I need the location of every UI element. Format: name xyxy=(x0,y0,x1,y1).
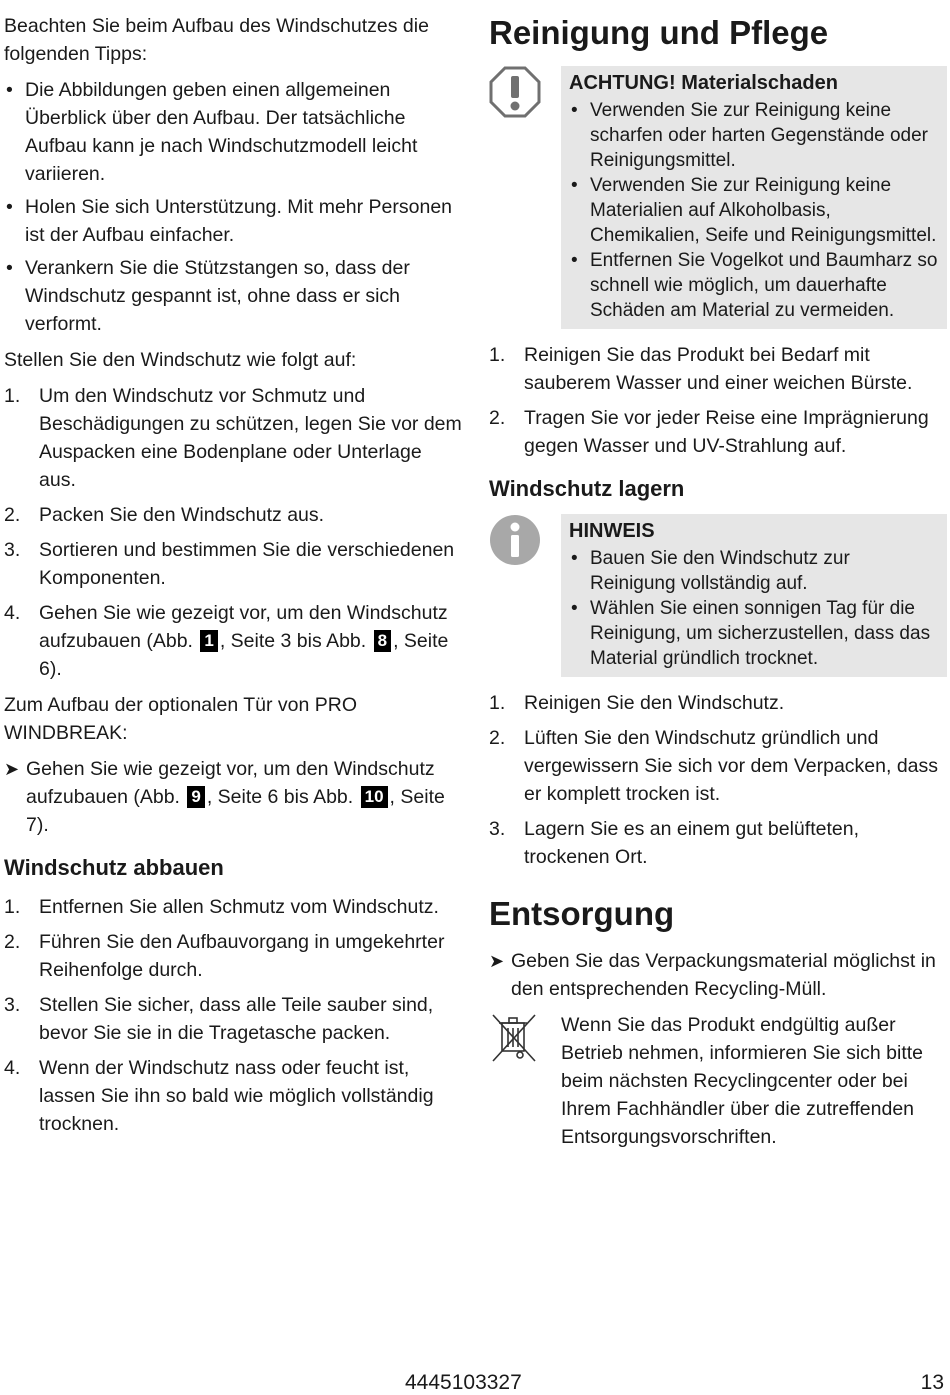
step-text: Reinigen Sie den Windschutz. xyxy=(524,692,785,714)
figure-ref-badge: 1 xyxy=(200,630,217,652)
info-icon xyxy=(489,514,561,677)
caution-list xyxy=(569,98,939,323)
step-text: Um den Windschutz vor Schmutz und Beschädigungen zu schützen, legen Sie vor dem Auspacken eine Bodenplane oder Unterlage aus. xyxy=(39,385,462,491)
action-text-part: , Seite 6 bis Abb. xyxy=(206,786,354,808)
step-text: Entfernen Sie allen Schmutz vom Windschutz. xyxy=(39,896,439,918)
storage-steps-list xyxy=(489,689,947,871)
weee-notice xyxy=(489,1011,947,1151)
disposal-action xyxy=(489,947,947,1003)
step-text: Packen Sie den Windschutz aus. xyxy=(39,504,325,526)
document-code: 4445103327 xyxy=(405,1371,522,1394)
list-item xyxy=(4,501,462,529)
list-item: • Verwenden Sie zur Reinigung keine scharfen oder harten Gegenstände oder Reinigungsmittel. xyxy=(569,98,939,173)
dismantle-heading: Windschutz abbauen xyxy=(4,855,224,880)
caution-notice xyxy=(489,66,947,329)
step-text: Tragen Sie vor jeder Reise eine Imprägnierung gegen Wasser und UV-Strahlung auf. xyxy=(524,407,929,457)
disposal-heading: Entsorgung xyxy=(489,895,675,932)
action-text-part: , Seite 7). xyxy=(26,786,445,836)
list-item xyxy=(489,724,947,808)
right-column xyxy=(489,12,947,1151)
list-item: • Bauen Sie den Windschutz zur Reinigung vollständig auf. xyxy=(569,546,939,596)
cleaning-steps-list xyxy=(489,341,947,460)
list-item: • Verwenden Sie zur Reinigung keine Materialien auf Alkoholbasis, Chemikalien, Seife und Reinigungsmittel. xyxy=(569,173,939,248)
assembly-intro: Beachten Sie beim Aufbau des Windschutzes die folgenden Tipps: xyxy=(4,15,429,65)
step-text-part: , Seite 6). xyxy=(39,630,449,680)
step-number: 2. xyxy=(4,504,21,526)
step-number: 3. xyxy=(4,994,21,1016)
list-item xyxy=(4,536,462,592)
list-item: • Entfernen Sie Vogelkot und Baumharz so schnell wie möglich, um dauerhafte Schäden am Material zu vermeiden. xyxy=(569,248,939,323)
figure-ref-badge: 9 xyxy=(187,786,204,808)
step-number: 2. xyxy=(489,407,506,429)
figure-ref-badge: 8 xyxy=(374,630,391,652)
step-text-part: , Seite 3 bis Abb. xyxy=(219,630,367,652)
list-item xyxy=(4,382,462,494)
setup-steps-list xyxy=(4,382,462,683)
step-number: 4. xyxy=(4,602,21,624)
step-text: Lüften Sie den Windschutz gründlich und vergewissern Sie sich vor dem Verpacken, dass er komplett trocken ist. xyxy=(524,727,939,805)
list-item xyxy=(489,404,947,460)
figure-ref-badge: 10 xyxy=(361,786,388,808)
list-item xyxy=(489,689,947,717)
cleaning-heading: Reinigung und Pflege xyxy=(489,14,829,51)
step-text: Reinigen Sie das Produkt bei Bedarf mit sauberem Wasser und einer weichen Bürste. xyxy=(524,344,913,394)
step-text: Lagern Sie es an einem gut belüfteten, trockenen Ort. xyxy=(524,818,859,868)
left-column xyxy=(4,12,462,1146)
step-text xyxy=(39,599,462,683)
caution-exclamation-icon xyxy=(489,66,561,329)
list-item xyxy=(4,991,462,1047)
list-item xyxy=(4,599,462,683)
step-number: 2. xyxy=(4,931,21,953)
step-number: 1. xyxy=(4,896,21,918)
door-action xyxy=(4,755,462,839)
step-text: Führen Sie den Aufbauvorgang in umgekehrter Reihenfolge durch. xyxy=(39,931,445,981)
action-text: Geben Sie das Verpackungsmaterial möglichst in den entsprechenden Recycling-Müll. xyxy=(511,950,936,1000)
list-item: • Die Abbildungen geben einen allgemeinen Überblick über den Aufbau. Der tatsächliche Aufbau kann je nach Windschutzmodell leicht variieren. xyxy=(4,76,462,188)
step-number: 1. xyxy=(489,692,506,714)
caution-title: ACHTUNG! Materialschaden xyxy=(569,72,838,94)
info-list xyxy=(569,546,939,671)
page-number: 13 xyxy=(920,1371,944,1394)
step-text-part: Gehen Sie wie gezeigt vor, um den Windschutz aufzubauen (Abb. xyxy=(39,602,448,652)
step-number: 4. xyxy=(4,1057,21,1079)
action-text-part: Gehen Sie wie gezeigt vor, um den Windschutz aufzubauen (Abb. xyxy=(26,758,435,808)
action-text xyxy=(26,755,462,839)
assembly-tips-list xyxy=(4,76,462,338)
step-text: Stellen Sie sicher, dass alle Teile sauber sind, bevor Sie sie in die Tragetasche packen. xyxy=(39,994,434,1044)
setup-intro: Stellen Sie den Windschutz wie folgt auf: xyxy=(4,349,357,371)
list-item: • Wählen Sie einen sonnigen Tag für die Reinigung, um sicherzustellen, dass das Material gründlich trocknet. xyxy=(569,596,939,671)
info-title: HINWEIS xyxy=(569,520,655,542)
dismantle-steps-list xyxy=(4,893,462,1138)
door-intro: Zum Aufbau der optionalen Tür von PRO WINDBREAK: xyxy=(4,694,358,744)
list-item xyxy=(4,928,462,984)
step-number: 3. xyxy=(4,539,21,561)
list-item xyxy=(4,1054,462,1138)
info-notice xyxy=(489,514,947,677)
list-item: • Holen Sie sich Unterstützung. Mit mehr Personen ist der Aufbau einfacher. xyxy=(4,193,462,249)
list-item: • Verankern Sie die Stützstangen so, dass der Windschutz gespannt ist, ohne dass er sich verformt. xyxy=(4,254,462,338)
step-number: 1. xyxy=(489,344,506,366)
arrow-icon: ➤ xyxy=(489,951,505,971)
weee-text: Wenn Sie das Produkt endgültig außer Betrieb nehmen, informieren Sie sich bitte beim nächsten Recyclingcenter oder bei Ihrem Fachhändler über die zutreffenden Entsorgungsvorschriften. xyxy=(561,1014,924,1148)
crossed-bin-icon xyxy=(489,1011,561,1151)
arrow-icon: ➤ xyxy=(4,759,20,779)
storage-heading: Windschutz lagern xyxy=(489,476,685,501)
list-item xyxy=(489,341,947,397)
step-number: 1. xyxy=(4,385,21,407)
list-item xyxy=(4,893,462,921)
info-box xyxy=(561,514,947,677)
step-number: 2. xyxy=(489,727,506,749)
step-number: 3. xyxy=(489,818,506,840)
step-text: Sortieren und bestimmen Sie die verschiedenen Komponenten. xyxy=(39,539,455,589)
caution-box xyxy=(561,66,947,329)
list-item xyxy=(489,815,947,871)
step-text: Wenn der Windschutz nass oder feucht ist, lassen Sie ihn so bald wie möglich vollständig trocknen. xyxy=(39,1057,434,1135)
